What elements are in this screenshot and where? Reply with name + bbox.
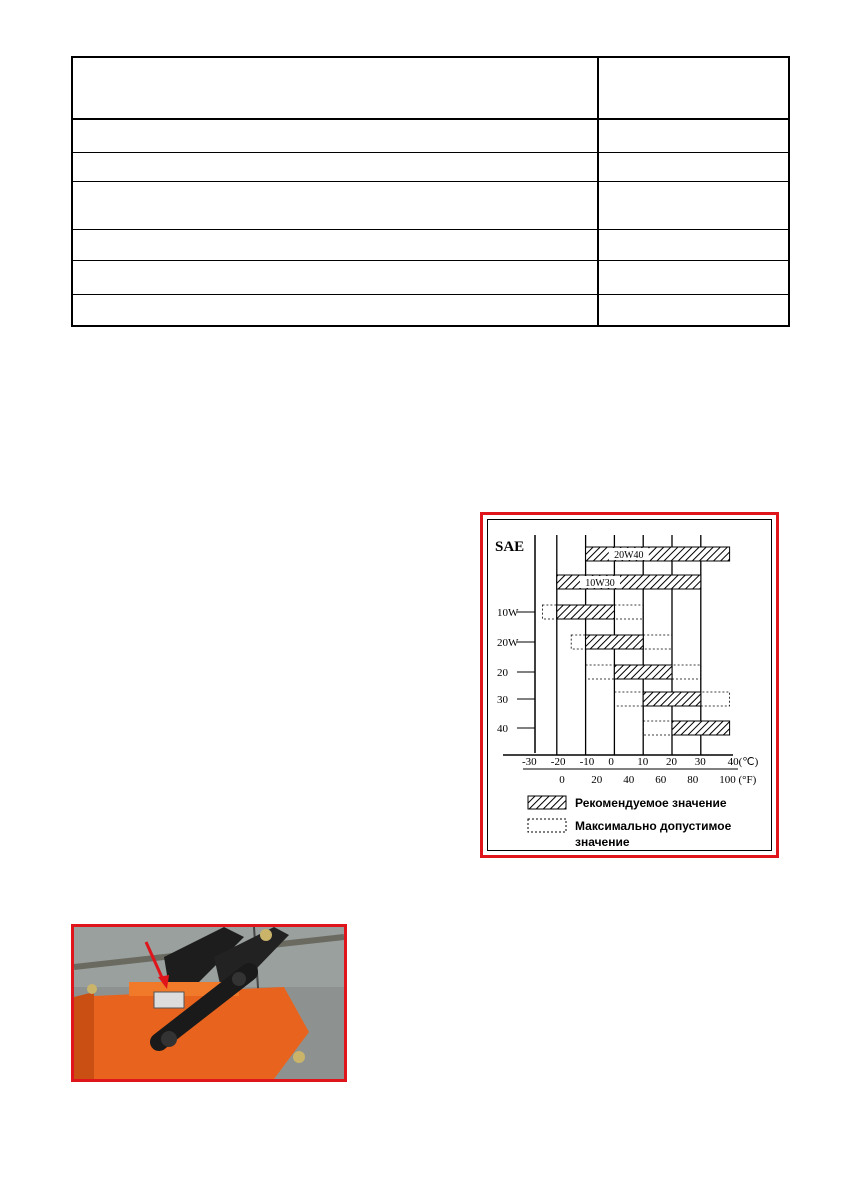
x-tick-celsius: -20: [550, 756, 566, 768]
bar-recommended-20w: [586, 635, 644, 649]
x-tick-celsius: 40(℃): [727, 756, 759, 768]
table-column-divider: [597, 58, 599, 325]
x-tick-celsius: -10: [579, 756, 595, 768]
grade-label-40: 40: [497, 723, 508, 735]
chart-svg: [483, 515, 776, 855]
grade-label-30: 30: [497, 694, 508, 706]
grade-label-10w: 10W: [497, 607, 519, 619]
legend-recommended-label: Рекомендуемое значение: [575, 796, 727, 810]
grade-label-20w: 20W: [497, 637, 519, 649]
table-row-divider: [73, 260, 788, 261]
machine-illustration: [74, 927, 344, 1079]
oil-viscosity-chart: [480, 512, 779, 858]
x-tick-celsius: 0: [608, 756, 614, 768]
bar-recommended-10w: [557, 605, 615, 619]
chart-title: SAE: [495, 539, 525, 555]
spec-table: [71, 56, 790, 327]
legend-maximum-label-line1: Максимально допустимое: [575, 819, 732, 833]
x-tick-fahrenheit: 0: [559, 774, 565, 786]
x-tick-celsius: 20: [666, 756, 677, 768]
bar-recommended-10w30: [557, 575, 701, 589]
x-tick-fahrenheit: 100 (°F): [719, 774, 757, 786]
table-row-divider: [73, 181, 788, 182]
table-row-divider: [73, 229, 788, 230]
legend-recommended-swatch: [528, 796, 566, 809]
legend-maximum-label-line2: значение: [575, 835, 630, 849]
bar-recommended-30: [643, 692, 701, 706]
x-tick-fahrenheit: 40: [623, 774, 635, 786]
table-header-divider: [73, 118, 788, 120]
legend-maximum-swatch: [528, 819, 566, 832]
table-row-divider: [73, 152, 788, 153]
bar-label-10w30: 10W30: [585, 578, 615, 589]
x-tick-celsius: 10: [637, 756, 649, 768]
x-tick-celsius: 30: [694, 756, 706, 768]
x-tick-celsius: -30: [522, 756, 537, 768]
bar-recommended-20: [614, 665, 672, 679]
bar-recommended-20w40: [586, 547, 730, 561]
bar-recommended-40: [672, 721, 730, 735]
x-tick-fahrenheit: 80: [687, 774, 699, 786]
bar-label-20w40: 20W40: [614, 550, 644, 561]
x-tick-fahrenheit: 20: [591, 774, 603, 786]
machine-photo: [71, 924, 347, 1082]
x-tick-fahrenheit: 60: [655, 774, 667, 786]
grade-label-20: 20: [497, 667, 508, 679]
table-row-divider: [73, 294, 788, 295]
